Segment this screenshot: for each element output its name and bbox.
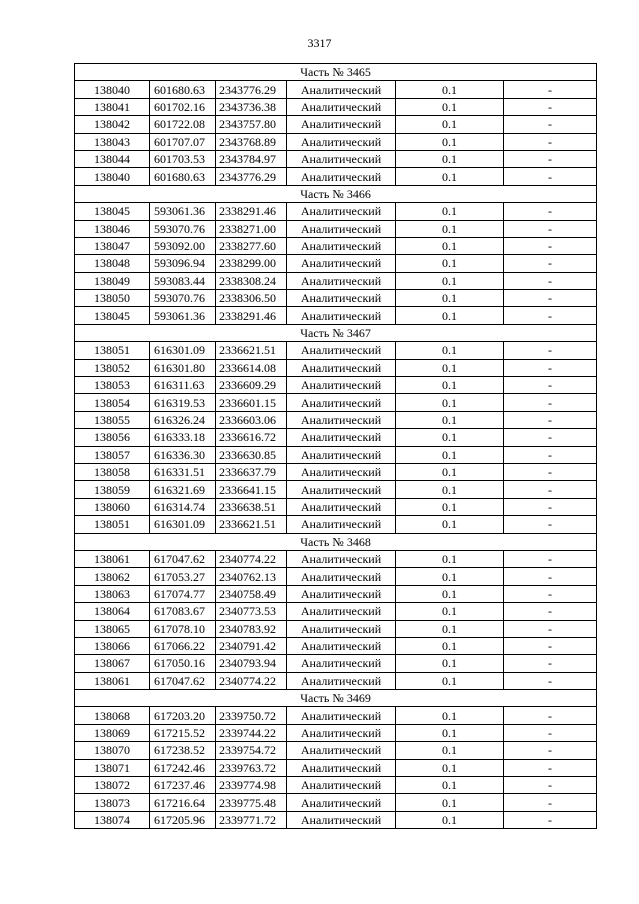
method-cell: Аналитический [287, 429, 396, 446]
table-row [75, 724, 597, 741]
note-cell: - [504, 168, 597, 185]
method-cell: Аналитический [287, 307, 396, 324]
x-coordinate-cell: 617078.10 [150, 620, 216, 637]
table-row [75, 603, 597, 620]
note-cell: - [504, 655, 597, 672]
accuracy-cell: 0.1 [396, 777, 504, 794]
accuracy-cell: 0.1 [396, 655, 504, 672]
note-cell: - [504, 237, 597, 254]
y-coordinate-cell: 2339754.72 [216, 742, 287, 759]
y-coordinate-cell: 2340774.22 [216, 672, 287, 689]
part-header-row [75, 185, 597, 202]
note-cell: - [504, 585, 597, 602]
accuracy-cell: 0.1 [396, 429, 504, 446]
x-coordinate-cell: 616321.69 [150, 481, 216, 498]
point-number-cell: 138073 [75, 794, 150, 811]
accuracy-cell: 0.1 [396, 342, 504, 359]
y-coordinate-cell: 2343768.89 [216, 133, 287, 150]
x-coordinate-cell: 593092.00 [150, 237, 216, 254]
note-cell: - [504, 742, 597, 759]
table-row [75, 759, 597, 776]
point-number-cell: 138046 [75, 220, 150, 237]
point-number-cell: 138069 [75, 724, 150, 741]
y-coordinate-cell: 2336641.15 [216, 481, 287, 498]
accuracy-cell: 0.1 [396, 550, 504, 567]
x-coordinate-cell: 616301.80 [150, 359, 216, 376]
table-row [75, 463, 597, 480]
part-title: Часть № 3465 [75, 64, 597, 81]
y-coordinate-cell: 2336637.79 [216, 463, 287, 480]
table-row [75, 568, 597, 585]
method-cell: Аналитический [287, 133, 396, 150]
x-coordinate-cell: 593070.76 [150, 290, 216, 307]
accuracy-cell: 0.1 [396, 116, 504, 133]
y-coordinate-cell: 2336616.72 [216, 429, 287, 446]
point-number-cell: 138047 [75, 237, 150, 254]
x-coordinate-cell: 616331.51 [150, 463, 216, 480]
table-row [75, 81, 597, 98]
note-cell: - [504, 777, 597, 794]
part-header-row [75, 64, 597, 81]
point-number-cell: 138044 [75, 150, 150, 167]
method-cell: Аналитический [287, 498, 396, 515]
note-cell: - [504, 481, 597, 498]
point-number-cell: 138052 [75, 359, 150, 376]
point-number-cell: 138043 [75, 133, 150, 150]
table-row [75, 98, 597, 115]
point-number-cell: 138074 [75, 811, 150, 828]
accuracy-cell: 0.1 [396, 237, 504, 254]
note-cell: - [504, 637, 597, 654]
x-coordinate-cell: 617053.27 [150, 568, 216, 585]
x-coordinate-cell: 617216.64 [150, 794, 216, 811]
note-cell: - [504, 707, 597, 724]
accuracy-cell: 0.1 [396, 637, 504, 654]
y-coordinate-cell: 2339771.72 [216, 811, 287, 828]
method-cell: Аналитический [287, 794, 396, 811]
note-cell: - [504, 133, 597, 150]
accuracy-cell: 0.1 [396, 585, 504, 602]
y-coordinate-cell: 2340791.42 [216, 637, 287, 654]
note-cell: - [504, 290, 597, 307]
method-cell: Аналитический [287, 150, 396, 167]
method-cell: Аналитический [287, 516, 396, 533]
method-cell: Аналитический [287, 707, 396, 724]
accuracy-cell: 0.1 [396, 359, 504, 376]
accuracy-cell: 0.1 [396, 724, 504, 741]
table-row [75, 516, 597, 533]
point-number-cell: 138045 [75, 307, 150, 324]
point-number-cell: 138042 [75, 116, 150, 133]
x-coordinate-cell: 601703.53 [150, 150, 216, 167]
method-cell: Аналитический [287, 585, 396, 602]
note-cell: - [504, 446, 597, 463]
point-number-cell: 138061 [75, 550, 150, 567]
method-cell: Аналитический [287, 394, 396, 411]
point-number-cell: 138048 [75, 255, 150, 272]
point-number-cell: 138051 [75, 516, 150, 533]
method-cell: Аналитический [287, 81, 396, 98]
accuracy-cell: 0.1 [396, 98, 504, 115]
table-row [75, 342, 597, 359]
y-coordinate-cell: 2343784.97 [216, 150, 287, 167]
page-number: 3317 [307, 36, 332, 50]
method-cell: Аналитический [287, 742, 396, 759]
method-cell: Аналитический [287, 550, 396, 567]
note-cell: - [504, 811, 597, 828]
table-row [75, 411, 597, 428]
accuracy-cell: 0.1 [396, 603, 504, 620]
method-cell: Аналитический [287, 359, 396, 376]
y-coordinate-cell: 2343776.29 [216, 168, 287, 185]
point-number-cell: 138059 [75, 481, 150, 498]
accuracy-cell: 0.1 [396, 516, 504, 533]
table-row [75, 550, 597, 567]
x-coordinate-cell: 616311.63 [150, 377, 216, 394]
method-cell: Аналитический [287, 777, 396, 794]
y-coordinate-cell: 2336601.15 [216, 394, 287, 411]
method-cell: Аналитический [287, 620, 396, 637]
x-coordinate-cell: 593061.36 [150, 307, 216, 324]
method-cell: Аналитический [287, 759, 396, 776]
table-row [75, 777, 597, 794]
x-coordinate-cell: 617215.52 [150, 724, 216, 741]
x-coordinate-cell: 617242.46 [150, 759, 216, 776]
note-cell: - [504, 307, 597, 324]
part-title: Часть № 3466 [75, 185, 597, 202]
note-cell: - [504, 150, 597, 167]
accuracy-cell: 0.1 [396, 203, 504, 220]
table-row [75, 620, 597, 637]
point-number-cell: 138068 [75, 707, 150, 724]
y-coordinate-cell: 2338271.00 [216, 220, 287, 237]
accuracy-cell: 0.1 [396, 568, 504, 585]
accuracy-cell: 0.1 [396, 759, 504, 776]
note-cell: - [504, 429, 597, 446]
table-row [75, 498, 597, 515]
accuracy-cell: 0.1 [396, 133, 504, 150]
y-coordinate-cell: 2339774.98 [216, 777, 287, 794]
point-number-cell: 138062 [75, 568, 150, 585]
point-number-cell: 138040 [75, 81, 150, 98]
y-coordinate-cell: 2336603.06 [216, 411, 287, 428]
y-coordinate-cell: 2336609.29 [216, 377, 287, 394]
note-cell: - [504, 724, 597, 741]
y-coordinate-cell: 2338277.60 [216, 237, 287, 254]
method-cell: Аналитический [287, 116, 396, 133]
method-cell: Аналитический [287, 672, 396, 689]
x-coordinate-cell: 617205.96 [150, 811, 216, 828]
point-number-cell: 138057 [75, 446, 150, 463]
x-coordinate-cell: 616336.30 [150, 446, 216, 463]
y-coordinate-cell: 2339750.72 [216, 707, 287, 724]
method-cell: Аналитический [287, 377, 396, 394]
x-coordinate-cell: 593070.76 [150, 220, 216, 237]
point-number-cell: 138066 [75, 637, 150, 654]
table-row [75, 255, 597, 272]
table-row [75, 429, 597, 446]
accuracy-cell: 0.1 [396, 307, 504, 324]
x-coordinate-cell: 617047.62 [150, 672, 216, 689]
y-coordinate-cell: 2343736.38 [216, 98, 287, 115]
accuracy-cell: 0.1 [396, 81, 504, 98]
part-header-row [75, 690, 597, 707]
y-coordinate-cell: 2336614.08 [216, 359, 287, 376]
point-number-cell: 138050 [75, 290, 150, 307]
part-header-row [75, 324, 597, 341]
note-cell: - [504, 272, 597, 289]
note-cell: - [504, 498, 597, 515]
y-coordinate-cell: 2336621.51 [216, 342, 287, 359]
method-cell: Аналитический [287, 411, 396, 428]
table-row [75, 794, 597, 811]
table-row [75, 237, 597, 254]
note-cell: - [504, 203, 597, 220]
method-cell: Аналитический [287, 637, 396, 654]
table-row [75, 707, 597, 724]
y-coordinate-cell: 2343757.80 [216, 116, 287, 133]
accuracy-cell: 0.1 [396, 481, 504, 498]
note-cell: - [504, 394, 597, 411]
note-cell: - [504, 116, 597, 133]
method-cell: Аналитический [287, 481, 396, 498]
table-row [75, 811, 597, 828]
note-cell: - [504, 794, 597, 811]
table-row [75, 446, 597, 463]
note-cell: - [504, 672, 597, 689]
accuracy-cell: 0.1 [396, 377, 504, 394]
method-cell: Аналитический [287, 811, 396, 828]
x-coordinate-cell: 617047.62 [150, 550, 216, 567]
x-coordinate-cell: 593083.44 [150, 272, 216, 289]
note-cell: - [504, 463, 597, 480]
table-row [75, 203, 597, 220]
x-coordinate-cell: 601702.16 [150, 98, 216, 115]
note-cell: - [504, 255, 597, 272]
accuracy-cell: 0.1 [396, 463, 504, 480]
part-header-row [75, 533, 597, 550]
point-number-cell: 138063 [75, 585, 150, 602]
method-cell: Аналитический [287, 168, 396, 185]
table-row [75, 133, 597, 150]
part-title: Часть № 3468 [75, 533, 597, 550]
point-number-cell: 138060 [75, 498, 150, 515]
point-number-cell: 138065 [75, 620, 150, 637]
note-cell: - [504, 98, 597, 115]
point-number-cell: 138041 [75, 98, 150, 115]
method-cell: Аналитический [287, 568, 396, 585]
table-row [75, 655, 597, 672]
note-cell: - [504, 342, 597, 359]
method-cell: Аналитический [287, 255, 396, 272]
table-row [75, 220, 597, 237]
table-row [75, 290, 597, 307]
y-coordinate-cell: 2340773.53 [216, 603, 287, 620]
note-cell: - [504, 603, 597, 620]
point-number-cell: 138056 [75, 429, 150, 446]
y-coordinate-cell: 2340762.13 [216, 568, 287, 585]
y-coordinate-cell: 2339744.22 [216, 724, 287, 741]
accuracy-cell: 0.1 [396, 498, 504, 515]
method-cell: Аналитический [287, 272, 396, 289]
x-coordinate-cell: 593061.36 [150, 203, 216, 220]
y-coordinate-cell: 2338299.00 [216, 255, 287, 272]
accuracy-cell: 0.1 [396, 255, 504, 272]
y-coordinate-cell: 2340783.92 [216, 620, 287, 637]
accuracy-cell: 0.1 [396, 220, 504, 237]
method-cell: Аналитический [287, 203, 396, 220]
point-number-cell: 138055 [75, 411, 150, 428]
accuracy-cell: 0.1 [396, 446, 504, 463]
y-coordinate-cell: 2343776.29 [216, 81, 287, 98]
accuracy-cell: 0.1 [396, 794, 504, 811]
table-row [75, 742, 597, 759]
x-coordinate-cell: 616326.24 [150, 411, 216, 428]
note-cell: - [504, 359, 597, 376]
table-row [75, 672, 597, 689]
table-row [75, 481, 597, 498]
x-coordinate-cell: 616314.74 [150, 498, 216, 515]
method-cell: Аналитический [287, 724, 396, 741]
x-coordinate-cell: 616319.53 [150, 394, 216, 411]
table-row [75, 150, 597, 167]
y-coordinate-cell: 2336621.51 [216, 516, 287, 533]
y-coordinate-cell: 2340774.22 [216, 550, 287, 567]
table-row [75, 307, 597, 324]
table-row [75, 585, 597, 602]
accuracy-cell: 0.1 [396, 811, 504, 828]
accuracy-cell: 0.1 [396, 742, 504, 759]
y-coordinate-cell: 2338306.50 [216, 290, 287, 307]
x-coordinate-cell: 593096.94 [150, 255, 216, 272]
point-number-cell: 138058 [75, 463, 150, 480]
method-cell: Аналитический [287, 98, 396, 115]
table-row [75, 116, 597, 133]
point-number-cell: 138072 [75, 777, 150, 794]
x-coordinate-cell: 601680.63 [150, 168, 216, 185]
point-number-cell: 138067 [75, 655, 150, 672]
table-row [75, 359, 597, 376]
table-row [75, 377, 597, 394]
accuracy-cell: 0.1 [396, 150, 504, 167]
x-coordinate-cell: 617238.52 [150, 742, 216, 759]
part-title: Часть № 3467 [75, 324, 597, 341]
point-number-cell: 138053 [75, 377, 150, 394]
point-number-cell: 138054 [75, 394, 150, 411]
note-cell: - [504, 759, 597, 776]
x-coordinate-cell: 617066.22 [150, 637, 216, 654]
method-cell: Аналитический [287, 603, 396, 620]
x-coordinate-cell: 617074.77 [150, 585, 216, 602]
accuracy-cell: 0.1 [396, 272, 504, 289]
note-cell: - [504, 620, 597, 637]
y-coordinate-cell: 2339763.72 [216, 759, 287, 776]
y-coordinate-cell: 2338291.46 [216, 307, 287, 324]
accuracy-cell: 0.1 [396, 672, 504, 689]
part-title: Часть № 3469 [75, 690, 597, 707]
point-number-cell: 138049 [75, 272, 150, 289]
method-cell: Аналитический [287, 220, 396, 237]
x-coordinate-cell: 617203.20 [150, 707, 216, 724]
coordinates-table-body [75, 64, 597, 829]
point-number-cell: 138045 [75, 203, 150, 220]
x-coordinate-cell: 601680.63 [150, 81, 216, 98]
note-cell: - [504, 568, 597, 585]
note-cell: - [504, 220, 597, 237]
point-number-cell: 138040 [75, 168, 150, 185]
note-cell: - [504, 516, 597, 533]
x-coordinate-cell: 616333.18 [150, 429, 216, 446]
table-row [75, 394, 597, 411]
method-cell: Аналитический [287, 237, 396, 254]
point-number-cell: 138070 [75, 742, 150, 759]
accuracy-cell: 0.1 [396, 620, 504, 637]
x-coordinate-cell: 616301.09 [150, 516, 216, 533]
y-coordinate-cell: 2336638.51 [216, 498, 287, 515]
accuracy-cell: 0.1 [396, 707, 504, 724]
method-cell: Аналитический [287, 446, 396, 463]
y-coordinate-cell: 2339775.48 [216, 794, 287, 811]
method-cell: Аналитический [287, 655, 396, 672]
accuracy-cell: 0.1 [396, 290, 504, 307]
y-coordinate-cell: 2340793.94 [216, 655, 287, 672]
point-number-cell: 138051 [75, 342, 150, 359]
x-coordinate-cell: 616301.09 [150, 342, 216, 359]
note-cell: - [504, 550, 597, 567]
method-cell: Аналитический [287, 290, 396, 307]
y-coordinate-cell: 2338291.46 [216, 203, 287, 220]
note-cell: - [504, 81, 597, 98]
coordinates-table [74, 63, 597, 829]
y-coordinate-cell: 2336630.85 [216, 446, 287, 463]
method-cell: Аналитический [287, 342, 396, 359]
accuracy-cell: 0.1 [396, 394, 504, 411]
table-row [75, 272, 597, 289]
x-coordinate-cell: 617050.16 [150, 655, 216, 672]
point-number-cell: 138071 [75, 759, 150, 776]
note-cell: - [504, 411, 597, 428]
table-row [75, 637, 597, 654]
method-cell: Аналитический [287, 463, 396, 480]
y-coordinate-cell: 2338308.24 [216, 272, 287, 289]
y-coordinate-cell: 2340758.49 [216, 585, 287, 602]
x-coordinate-cell: 617083.67 [150, 603, 216, 620]
point-number-cell: 138061 [75, 672, 150, 689]
x-coordinate-cell: 601707.07 [150, 133, 216, 150]
note-cell: - [504, 377, 597, 394]
point-number-cell: 138064 [75, 603, 150, 620]
accuracy-cell: 0.1 [396, 168, 504, 185]
x-coordinate-cell: 617237.46 [150, 777, 216, 794]
accuracy-cell: 0.1 [396, 411, 504, 428]
table-row [75, 168, 597, 185]
x-coordinate-cell: 601722.08 [150, 116, 216, 133]
